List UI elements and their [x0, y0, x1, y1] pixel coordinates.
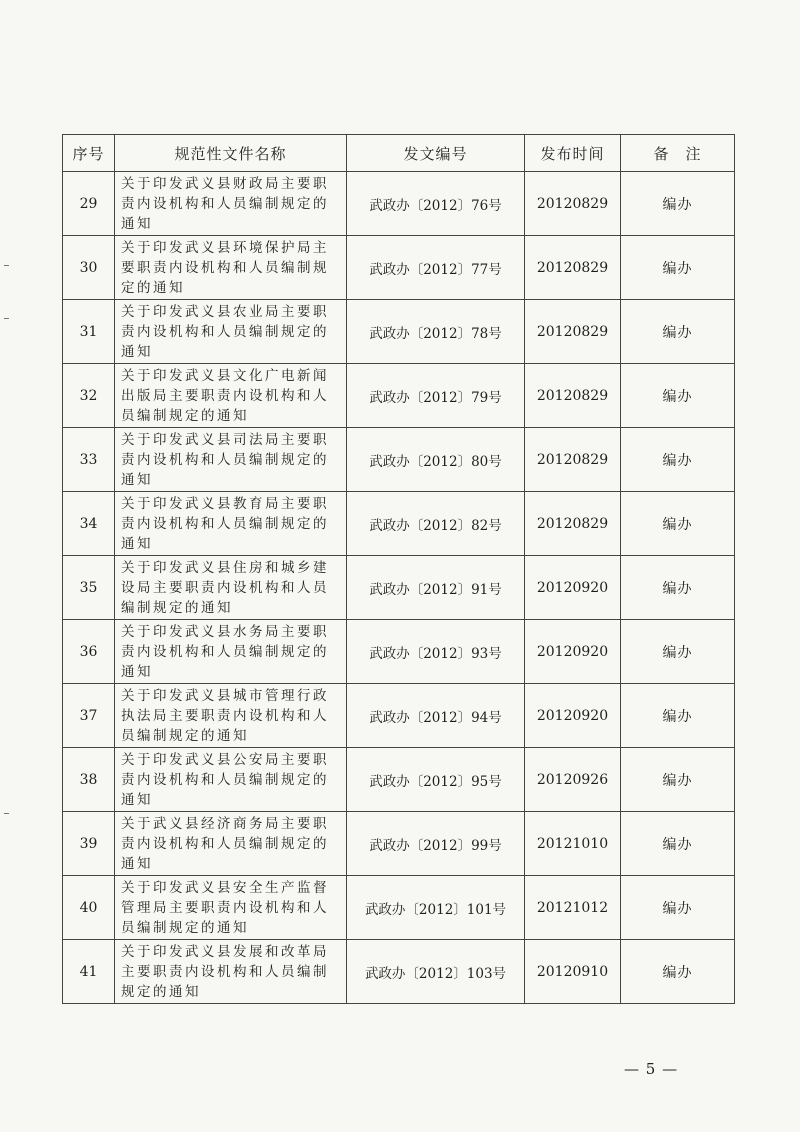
table-row: [63, 556, 735, 620]
row-issue-number: 武政办〔2012〕93号: [347, 620, 525, 684]
row-remark: 编办: [621, 364, 735, 428]
row-issue-number: 武政办〔2012〕91号: [347, 556, 525, 620]
row-remark: 编办: [621, 172, 735, 236]
header-serial-number: 序号: [63, 135, 115, 172]
row-release-date: 20120920: [525, 684, 621, 748]
row-serial-number: 41: [63, 940, 115, 1004]
scan-margin-mark: [4, 318, 9, 319]
row-serial-number: 30: [63, 236, 115, 300]
row-serial-number: 39: [63, 812, 115, 876]
table-row: [63, 364, 735, 428]
row-document-title: 关于印发武义县司法局主要职责内设机构和人员编制规定的通知: [115, 428, 347, 492]
table-row: [63, 940, 735, 1004]
row-issue-number: 武政办〔2012〕99号: [347, 812, 525, 876]
header-issue-number: 发文编号: [347, 135, 525, 172]
scan-margin-mark: [4, 265, 9, 266]
row-document-title: 关于印发武义县公安局主要职责内设机构和人员编制规定的通知: [115, 748, 347, 812]
row-document-title: 关于武义县经济商务局主要职责内设机构和人员编制规定的通知: [115, 812, 347, 876]
row-remark: 编办: [621, 620, 735, 684]
header-release-date: 发布时间: [525, 135, 621, 172]
row-serial-number: 33: [63, 428, 115, 492]
row-release-date: 20121010: [525, 812, 621, 876]
table-row: [63, 812, 735, 876]
row-serial-number: 29: [63, 172, 115, 236]
row-remark: 编办: [621, 940, 735, 1004]
row-document-title: 关于印发武义县安全生产监督管理局主要职责内设机构和人员编制规定的通知: [115, 876, 347, 940]
row-serial-number: 35: [63, 556, 115, 620]
row-serial-number: 31: [63, 300, 115, 364]
row-document-title: 关于印发武义县水务局主要职责内设机构和人员编制规定的通知: [115, 620, 347, 684]
row-document-title: 关于印发武义县环境保护局主要职责内设机构和人员编制规定的通知: [115, 236, 347, 300]
table-row: [63, 620, 735, 684]
row-document-title: 关于印发武义县发展和改革局主要职责内设机构和人员编制规定的通知: [115, 940, 347, 1004]
row-release-date: 20120926: [525, 748, 621, 812]
row-remark: 编办: [621, 428, 735, 492]
row-release-date: 20120829: [525, 236, 621, 300]
scan-margin-mark: [4, 813, 9, 814]
row-serial-number: 37: [63, 684, 115, 748]
row-serial-number: 40: [63, 876, 115, 940]
row-document-title: 关于印发武义县教育局主要职责内设机构和人员编制规定的通知: [115, 492, 347, 556]
row-remark: 编办: [621, 684, 735, 748]
row-issue-number: 武政办〔2012〕95号: [347, 748, 525, 812]
row-release-date: 20120829: [525, 492, 621, 556]
header-remarks: 备 注: [621, 135, 735, 172]
row-issue-number: 武政办〔2012〕76号: [347, 172, 525, 236]
row-release-date: 20120829: [525, 364, 621, 428]
row-serial-number: 32: [63, 364, 115, 428]
row-issue-number: 武政办〔2012〕103号: [347, 940, 525, 1004]
row-release-date: 20120920: [525, 620, 621, 684]
row-issue-number: 武政办〔2012〕80号: [347, 428, 525, 492]
row-release-date: 20120829: [525, 428, 621, 492]
table-row: [63, 236, 735, 300]
row-release-date: 20120829: [525, 172, 621, 236]
row-document-title: 关于印发武义县文化广电新闻出版局主要职责内设机构和人员编制规定的通知: [115, 364, 347, 428]
row-remark: 编办: [621, 556, 735, 620]
row-issue-number: 武政办〔2012〕82号: [347, 492, 525, 556]
row-issue-number: 武政办〔2012〕78号: [347, 300, 525, 364]
table-row: [63, 492, 735, 556]
row-serial-number: 34: [63, 492, 115, 556]
row-remark: 编办: [621, 812, 735, 876]
row-issue-number: 武政办〔2012〕94号: [347, 684, 525, 748]
row-document-title: 关于印发武义县财政局主要职责内设机构和人员编制规定的通知: [115, 172, 347, 236]
row-document-title: 关于印发武义县住房和城乡建设局主要职责内设机构和人员编制规定的通知: [115, 556, 347, 620]
table-row: [63, 876, 735, 940]
row-serial-number: 36: [63, 620, 115, 684]
row-serial-number: 38: [63, 748, 115, 812]
row-remark: 编办: [621, 236, 735, 300]
header-document-name: 规范性文件名称: [115, 135, 347, 172]
table-row: [63, 428, 735, 492]
row-remark: 编办: [621, 300, 735, 364]
regulation-document-table: [62, 134, 735, 1004]
row-remark: 编办: [621, 876, 735, 940]
table-row: [63, 684, 735, 748]
row-remark: 编办: [621, 492, 735, 556]
row-issue-number: 武政办〔2012〕101号: [347, 876, 525, 940]
row-remark: 编办: [621, 748, 735, 812]
table-row: [63, 172, 735, 236]
row-release-date: 20120829: [525, 300, 621, 364]
table-row: [63, 300, 735, 364]
row-release-date: 20120910: [525, 940, 621, 1004]
row-document-title: 关于印发武义县城市管理行政执法局主要职责内设机构和人员编制规定的通知: [115, 684, 347, 748]
table-row: [63, 748, 735, 812]
page-number: — 5 —: [624, 1060, 679, 1078]
row-release-date: 20120920: [525, 556, 621, 620]
row-document-title: 关于印发武义县农业局主要职责内设机构和人员编制规定的通知: [115, 300, 347, 364]
table-header-row: [63, 135, 735, 172]
row-issue-number: 武政办〔2012〕77号: [347, 236, 525, 300]
row-release-date: 20121012: [525, 876, 621, 940]
row-issue-number: 武政办〔2012〕79号: [347, 364, 525, 428]
